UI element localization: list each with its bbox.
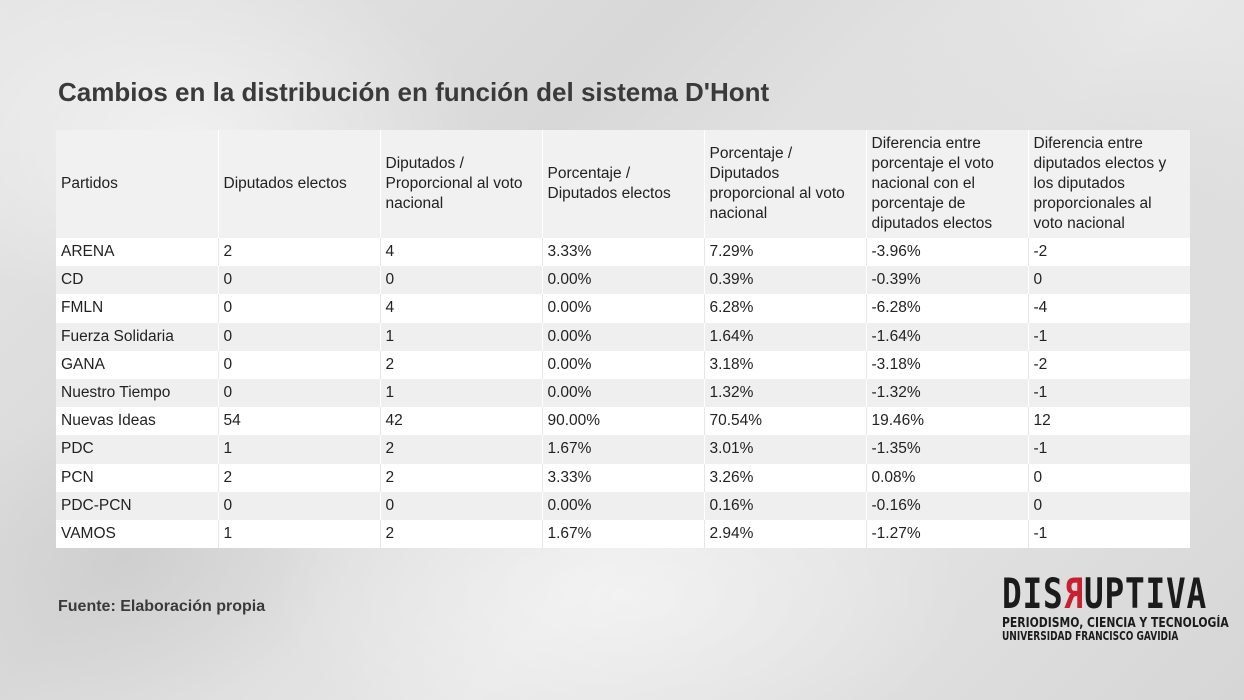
cell-partido: FMLN bbox=[56, 294, 218, 322]
cell-porcentaje-proporcional: 6.28% bbox=[704, 294, 866, 322]
cell-diputados-electos: 54 bbox=[218, 407, 380, 435]
cell-diputados-electos: 2 bbox=[218, 238, 380, 266]
cell-diputados-electos: 1 bbox=[218, 520, 380, 548]
cell-diputados-proporcional: 2 bbox=[380, 435, 542, 463]
header-diputados-proporcional: Diputados / Proporcional al voto nacional bbox=[380, 130, 542, 238]
cell-diferencia-diputados: 12 bbox=[1028, 407, 1190, 435]
cell-diferencia-diputados: -1 bbox=[1028, 435, 1190, 463]
table-row bbox=[56, 351, 1190, 379]
header-diputados-electos: Diputados electos bbox=[218, 130, 380, 238]
cell-porcentaje-electos: 3.33% bbox=[542, 238, 704, 266]
cell-porcentaje-electos: 0.00% bbox=[542, 492, 704, 520]
cell-porcentaje-proporcional: 3.18% bbox=[704, 351, 866, 379]
cell-diferencia-porcentaje: -6.28% bbox=[866, 294, 1028, 322]
header-porcentaje-proporcional: Porcentaje / Diputados proporcional al voto nacional bbox=[704, 130, 866, 238]
cell-diputados-proporcional: 2 bbox=[380, 520, 542, 548]
cell-diferencia-diputados: -2 bbox=[1028, 238, 1190, 266]
table-row bbox=[56, 492, 1190, 520]
cell-porcentaje-electos: 0.00% bbox=[542, 379, 704, 407]
cell-porcentaje-electos: 3.33% bbox=[542, 464, 704, 492]
table-row bbox=[56, 407, 1190, 435]
logo-wordmark bbox=[1002, 569, 1208, 618]
table-row bbox=[56, 379, 1190, 407]
cell-partido: Fuerza Solidaria bbox=[56, 323, 218, 351]
cell-porcentaje-proporcional: 1.32% bbox=[704, 379, 866, 407]
cell-diputados-proporcional: 1 bbox=[380, 379, 542, 407]
cell-diferencia-porcentaje: -0.16% bbox=[866, 492, 1028, 520]
seat-distribution-table bbox=[56, 130, 1190, 548]
cell-diputados-proporcional: 4 bbox=[380, 294, 542, 322]
cell-diputados-proporcional: 42 bbox=[380, 407, 542, 435]
logo-mirrored-r: R bbox=[1063, 569, 1085, 618]
cell-partido: VAMOS bbox=[56, 520, 218, 548]
header-diferencia-diputados: Diferencia entre diputados electos y los diputados proporcionales al voto nacional bbox=[1028, 130, 1190, 238]
cell-diferencia-diputados: 0 bbox=[1028, 464, 1190, 492]
table-row bbox=[56, 266, 1190, 294]
cell-diferencia-porcentaje: -1.64% bbox=[866, 323, 1028, 351]
source-note: Fuente: Elaboración propia bbox=[58, 598, 266, 615]
header-diferencia-porcentaje: Diferencia entre porcentaje el voto nacional con el porcentaje de diputados electos bbox=[866, 130, 1028, 238]
cell-diputados-proporcional: 0 bbox=[380, 266, 542, 294]
table-row bbox=[56, 520, 1190, 548]
table-row bbox=[56, 294, 1190, 322]
page-title: Cambios en la distribución en función del sistema D'Hont bbox=[58, 77, 770, 107]
cell-diputados-electos: 1 bbox=[218, 435, 380, 463]
cell-porcentaje-proporcional: 0.39% bbox=[704, 266, 866, 294]
table-row bbox=[56, 238, 1190, 266]
cell-diferencia-diputados: -1 bbox=[1028, 520, 1190, 548]
cell-diferencia-diputados: -1 bbox=[1028, 379, 1190, 407]
cell-porcentaje-proporcional: 3.01% bbox=[704, 435, 866, 463]
cell-porcentaje-electos: 1.67% bbox=[542, 435, 704, 463]
cell-diferencia-diputados: 0 bbox=[1028, 266, 1190, 294]
cell-diferencia-porcentaje: 19.46% bbox=[866, 407, 1028, 435]
cell-porcentaje-proporcional: 0.16% bbox=[704, 492, 866, 520]
cell-diputados-electos: 0 bbox=[218, 492, 380, 520]
cell-porcentaje-proporcional: 1.64% bbox=[704, 323, 866, 351]
cell-diferencia-porcentaje: -1.35% bbox=[866, 435, 1028, 463]
logo-word-post: UPTIVA bbox=[1084, 569, 1208, 618]
cell-diputados-proporcional: 0 bbox=[380, 492, 542, 520]
cell-diferencia-porcentaje: -0.39% bbox=[866, 266, 1028, 294]
cell-partido: Nuestro Tiempo bbox=[56, 379, 218, 407]
cell-partido: ARENA bbox=[56, 238, 218, 266]
cell-diferencia-porcentaje: -3.96% bbox=[866, 238, 1028, 266]
cell-diferencia-porcentaje: 0.08% bbox=[866, 464, 1028, 492]
cell-diputados-electos: 0 bbox=[218, 266, 380, 294]
logo-tagline: PERIODISMO, CIENCIA Y TECNOLOGÍA bbox=[1002, 616, 1229, 631]
cell-diputados-electos: 0 bbox=[218, 323, 380, 351]
cell-diferencia-diputados: 0 bbox=[1028, 492, 1190, 520]
table-row bbox=[56, 464, 1190, 492]
cell-diputados-electos: 0 bbox=[218, 351, 380, 379]
table-body bbox=[56, 238, 1190, 548]
table-header-row bbox=[56, 130, 1190, 238]
cell-diputados-proporcional: 1 bbox=[380, 323, 542, 351]
header-partidos: Partidos bbox=[56, 130, 218, 238]
cell-porcentaje-electos: 0.00% bbox=[542, 266, 704, 294]
cell-porcentaje-proporcional: 7.29% bbox=[704, 238, 866, 266]
cell-diputados-electos: 0 bbox=[218, 294, 380, 322]
cell-diputados-proporcional: 4 bbox=[380, 238, 542, 266]
cell-diputados-electos: 0 bbox=[218, 379, 380, 407]
cell-diputados-electos: 2 bbox=[218, 464, 380, 492]
cell-partido: CD bbox=[56, 266, 218, 294]
cell-diferencia-diputados: -1 bbox=[1028, 323, 1190, 351]
cell-porcentaje-electos: 0.00% bbox=[542, 351, 704, 379]
cell-partido: PCN bbox=[56, 464, 218, 492]
cell-porcentaje-electos: 90.00% bbox=[542, 407, 704, 435]
table-row bbox=[56, 435, 1190, 463]
cell-partido: Nuevas Ideas bbox=[56, 407, 218, 435]
cell-diferencia-diputados: -2 bbox=[1028, 351, 1190, 379]
cell-porcentaje-electos: 1.67% bbox=[542, 520, 704, 548]
cell-porcentaje-proporcional: 70.54% bbox=[704, 407, 866, 435]
cell-porcentaje-proporcional: 2.94% bbox=[704, 520, 866, 548]
cell-diferencia-porcentaje: -1.27% bbox=[866, 520, 1028, 548]
cell-porcentaje-electos: 0.00% bbox=[542, 323, 704, 351]
table-row bbox=[56, 323, 1190, 351]
disruptiva-logo bbox=[1002, 569, 1229, 643]
cell-diferencia-porcentaje: -1.32% bbox=[866, 379, 1028, 407]
cell-diferencia-diputados: -4 bbox=[1028, 294, 1190, 322]
cell-partido: PDC-PCN bbox=[56, 492, 218, 520]
logo-university: UNIVERSIDAD FRANCISCO GAVIDIA bbox=[1002, 629, 1179, 643]
cell-diputados-proporcional: 2 bbox=[380, 351, 542, 379]
cell-partido: GANA bbox=[56, 351, 218, 379]
header-porcentaje-electos: Porcentaje / Diputados electos bbox=[542, 130, 704, 238]
logo-word-pre: DIS bbox=[1002, 569, 1064, 618]
cell-porcentaje-electos: 0.00% bbox=[542, 294, 704, 322]
cell-diputados-proporcional: 2 bbox=[380, 464, 542, 492]
cell-partido: PDC bbox=[56, 435, 218, 463]
cell-diferencia-porcentaje: -3.18% bbox=[866, 351, 1028, 379]
cell-porcentaje-proporcional: 3.26% bbox=[704, 464, 866, 492]
